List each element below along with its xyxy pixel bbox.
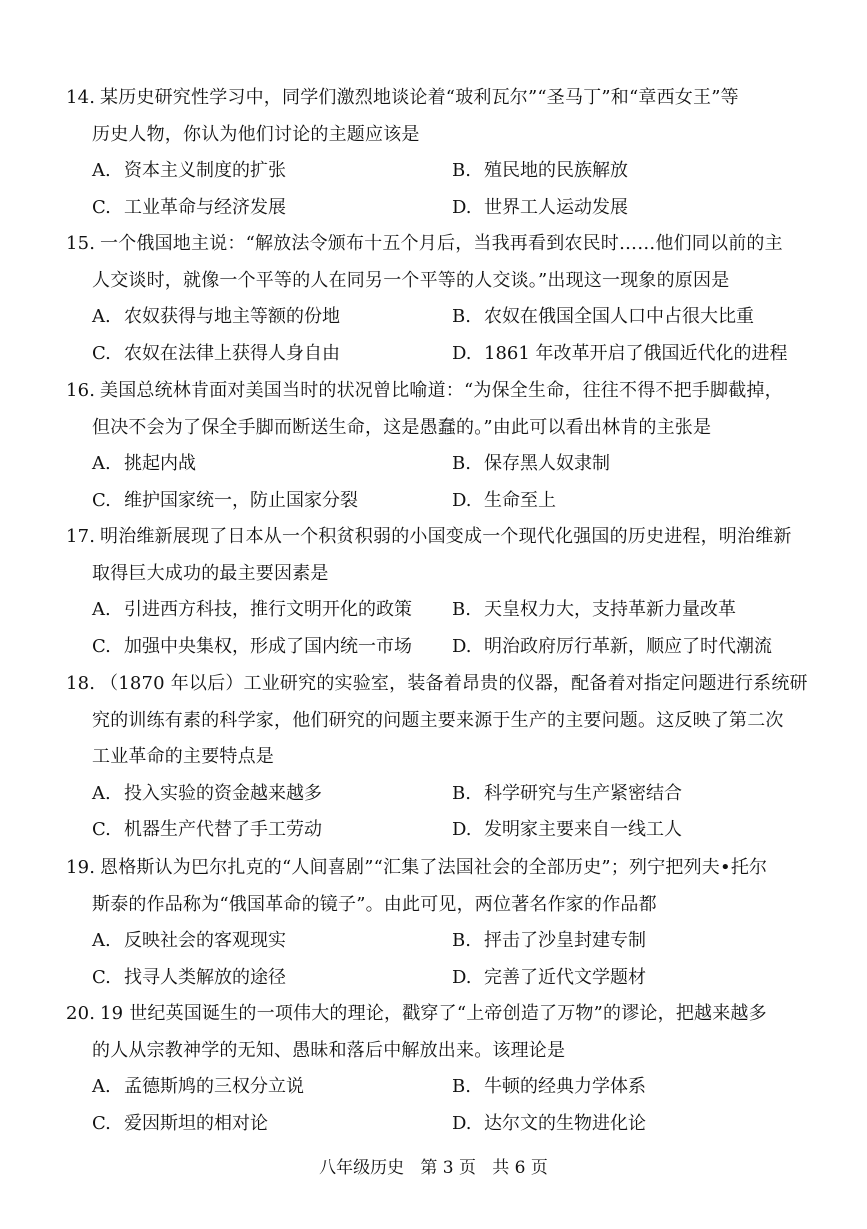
question-stem-line — [66, 80, 806, 117]
option-row — [66, 190, 806, 227]
question-stem-text: 明治维新展现了日本从一个积贫积弱的小国变成一个现代化强国的历史进程，明治维新 — [100, 526, 792, 547]
option-row — [66, 960, 806, 997]
option-row — [66, 629, 806, 666]
option-c — [92, 483, 358, 520]
option-d — [452, 1106, 646, 1143]
option-letter: A. — [92, 453, 111, 475]
option-letter: C. — [92, 819, 111, 841]
option-b — [452, 153, 628, 190]
question-stem-line: 工业革命的主要特点是 — [92, 746, 274, 768]
option-letter: A. — [92, 599, 111, 621]
option-text: 发明家主要来自一线工人 — [484, 819, 682, 841]
option-row — [66, 153, 806, 190]
option-text: 引进西方科技，推行文明开化的政策 — [124, 599, 412, 621]
question-number: 18. — [66, 673, 96, 694]
option-letter: B. — [452, 1076, 471, 1098]
question-20 — [66, 996, 806, 1142]
option-text: 挑起内战 — [124, 453, 196, 475]
option-a — [92, 923, 286, 960]
option-letter: B. — [452, 306, 471, 328]
option-letter: A. — [92, 160, 111, 182]
option-text: 农奴在法律上获得人身自由 — [124, 342, 340, 364]
option-c — [92, 336, 340, 373]
option-text: 世界工人运动发展 — [484, 196, 628, 218]
question-number: 15. — [66, 233, 96, 254]
option-letter: A. — [92, 930, 111, 952]
option-c — [92, 629, 412, 666]
question-stem-line: 的人从宗教神学的无知、愚昧和落后中解放出来。该理论是 — [92, 1039, 566, 1061]
option-letter: D. — [452, 196, 472, 218]
option-d — [452, 960, 646, 997]
option-text: 科学研究与生产紧密结合 — [484, 782, 682, 804]
option-a — [92, 776, 322, 813]
option-row — [66, 923, 806, 960]
question-16 — [66, 373, 806, 519]
question-17 — [66, 519, 806, 665]
question-stem-line: 取得巨大成功的最主要因素是 — [92, 562, 329, 584]
option-text: 机器生产代替了手工劳动 — [124, 819, 322, 841]
question-stem-text: 恩格斯认为巴尔扎克的“人间喜剧”“汇集了法国社会的全部历史”；列宁把列夫•托尔 — [100, 857, 768, 878]
option-d — [452, 336, 788, 373]
question-stem-line — [66, 666, 806, 703]
option-c — [92, 1106, 268, 1143]
option-text: 完善了近代文学题材 — [484, 966, 646, 988]
option-letter: D. — [452, 1112, 472, 1134]
question-stem-line — [66, 226, 806, 263]
option-letter: A. — [92, 306, 111, 328]
option-text: 天皇权力大，支持革新力量改革 — [484, 599, 736, 621]
option-letter: C. — [92, 1112, 111, 1134]
option-letter: B. — [452, 930, 471, 952]
option-row — [66, 483, 806, 520]
option-text: 爱因斯坦的相对论 — [124, 1112, 268, 1134]
question-stem-line: 但决不会为了保全手脚而断送生命，这是愚蠢的。”由此可以看出林肯的主张是 — [92, 416, 712, 438]
option-d — [452, 812, 682, 849]
option-row — [66, 1069, 806, 1106]
option-letter: D. — [452, 342, 472, 364]
option-row — [66, 812, 806, 849]
option-letter: B. — [452, 782, 471, 804]
option-b — [452, 1069, 646, 1106]
option-c — [92, 812, 322, 849]
option-row — [66, 776, 806, 813]
option-b — [452, 592, 736, 629]
option-b — [452, 446, 610, 483]
option-letter: C. — [92, 635, 111, 657]
option-text: 牛顿的经典力学体系 — [484, 1076, 646, 1098]
question-stem-line: 究的训练有素的科学家，他们研究的问题主要来源于生产的主要问题。这反映了第二次 — [92, 709, 784, 731]
option-row — [66, 299, 806, 336]
option-a — [92, 446, 196, 483]
question-14 — [66, 80, 806, 226]
option-d — [452, 629, 772, 666]
option-b — [452, 776, 682, 813]
option-text: 反映社会的客观现实 — [124, 930, 286, 952]
question-number: 20. — [66, 1003, 96, 1024]
option-letter: B. — [452, 453, 471, 475]
option-letter: C. — [92, 342, 111, 364]
option-row — [66, 592, 806, 629]
question-15 — [66, 226, 806, 372]
option-a — [92, 153, 286, 190]
option-c — [92, 960, 286, 997]
option-a — [92, 1069, 304, 1106]
question-stem-text: 一个俄国地主说：“解放法令颁布十五个月后，当我再看到农民时……他们同以前的主 — [100, 233, 783, 254]
option-c — [92, 190, 286, 227]
option-d — [452, 190, 628, 227]
option-row — [66, 1106, 806, 1143]
question-18 — [66, 666, 806, 849]
option-row — [66, 446, 806, 483]
question-stem-line — [66, 996, 806, 1033]
option-text: 保存黑人奴隶制 — [484, 453, 610, 475]
option-a — [92, 299, 340, 336]
option-a — [92, 592, 412, 629]
question-stem-line: 斯泰的作品称为“俄国革命的镜子”。由此可见，两位著名作家的作品都 — [92, 893, 657, 915]
option-text: 抨击了沙皇封建专制 — [484, 930, 646, 952]
option-b — [452, 299, 754, 336]
question-number: 17. — [66, 526, 96, 547]
question-stem-line: 历史人物，你认为他们讨论的主题应该是 — [92, 123, 420, 145]
question-stem-text: （1870 年以后）工业研究的实验室，装备着昂贵的仪器，配备着对指定问题进行系统研 — [100, 673, 808, 694]
question-stem-line — [66, 850, 806, 887]
option-text: 找寻人类解放的途径 — [124, 966, 286, 988]
question-stem-line — [66, 373, 806, 410]
option-letter: C. — [92, 489, 111, 511]
option-letter: A. — [92, 1076, 111, 1098]
option-letter: D. — [452, 635, 472, 657]
option-text: 生命至上 — [484, 489, 556, 511]
option-text: 加强中央集权，形成了国内统一市场 — [124, 635, 412, 657]
option-text: 农奴在俄国全国人口中占很大比重 — [484, 306, 754, 328]
option-b — [452, 923, 646, 960]
option-text: 孟德斯鸠的三权分立说 — [124, 1076, 304, 1098]
option-letter: B. — [452, 160, 471, 182]
option-text: 1861 年改革开启了俄国近代化的进程 — [484, 342, 788, 364]
option-letter: C. — [92, 196, 111, 218]
question-number: 19. — [66, 857, 96, 878]
option-text: 投入实验的资金越来越多 — [124, 782, 322, 804]
option-text: 工业革命与经济发展 — [124, 196, 286, 218]
question-stem-text: 某历史研究性学习中，同学们激烈地谈论着“玻利瓦尔”“圣马丁”和“章西女王”等 — [100, 87, 739, 108]
option-text: 农奴获得与地主等额的份地 — [124, 306, 340, 328]
option-text: 明治政府厉行革新，顺应了时代潮流 — [484, 635, 772, 657]
option-letter: B. — [452, 599, 471, 621]
question-stem-line: 人交谈时，就像一个平等的人在同另一个平等的人交谈。”出现这一现象的原因是 — [92, 269, 730, 291]
question-number: 14. — [66, 87, 96, 108]
page-footer: 八年级历史 第 3 页 共 6 页 — [319, 1158, 548, 1178]
option-text: 资本主义制度的扩张 — [124, 160, 286, 182]
option-row — [66, 336, 806, 373]
question-stem-text: 美国总统林肯面对美国当时的状况曾比喻道：“为保全生命，往往不得不把手脚截掉， — [100, 380, 783, 401]
option-letter: D. — [452, 819, 472, 841]
option-text: 殖民地的民族解放 — [484, 160, 628, 182]
question-stem-text: 19 世纪英国诞生的一项伟大的理论，戳穿了“上帝创造了万物”的谬论，把越来越多 — [100, 1003, 767, 1024]
question-stem-line — [66, 519, 806, 556]
option-letter: D. — [452, 489, 472, 511]
question-number: 16. — [66, 380, 96, 401]
option-letter: C. — [92, 966, 111, 988]
question-19 — [66, 850, 806, 996]
option-letter: A. — [92, 782, 111, 804]
option-text: 达尔文的生物进化论 — [484, 1112, 646, 1134]
option-letter: D. — [452, 966, 472, 988]
option-text: 维护国家统一，防止国家分裂 — [124, 489, 358, 511]
option-d — [452, 483, 556, 520]
